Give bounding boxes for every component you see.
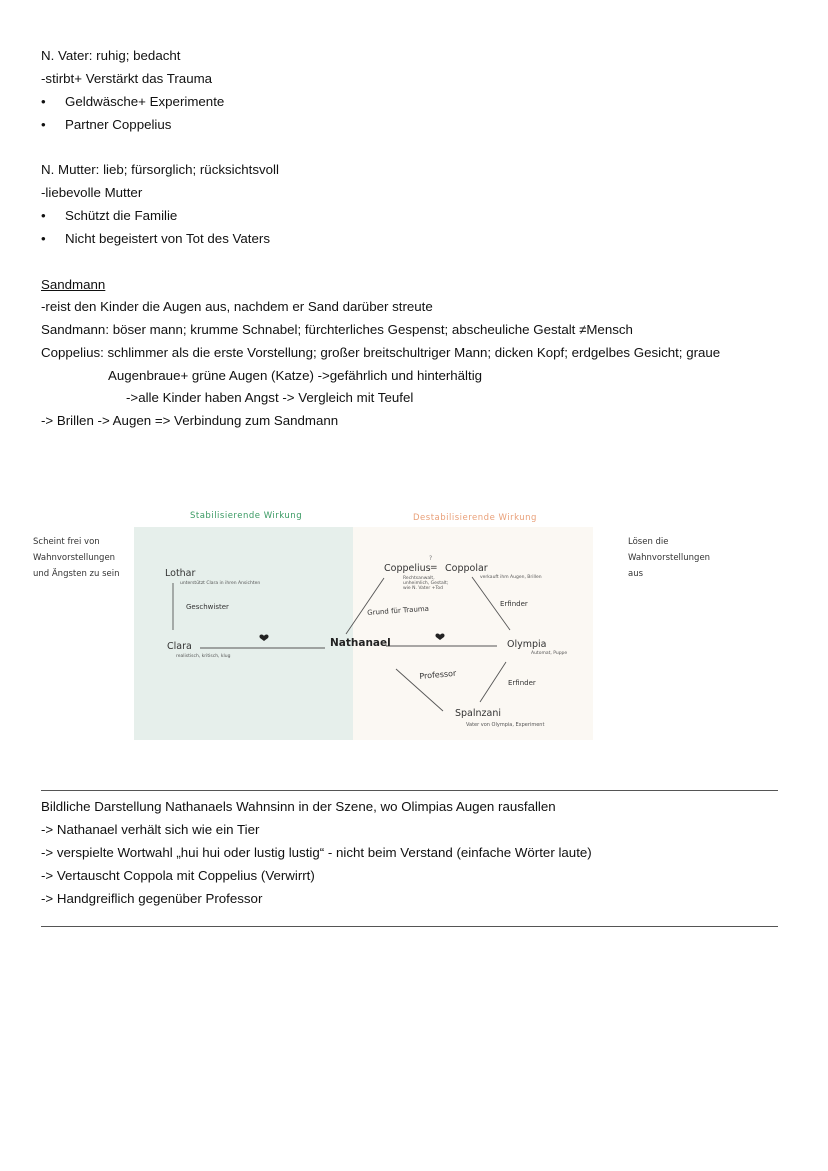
sandmann-line-5: ->alle Kinder haben Angst -> Vergleich mit Teufel <box>126 390 414 405</box>
divider <box>41 926 778 927</box>
wahnsinn-line-2: -> verspielte Wortwahl „hui hui oder lustig lustig“ - nicht beim Verstand (einfache Wörter laute) <box>41 845 592 860</box>
edge-grund-fuer-trauma: Grund für Trauma <box>367 604 430 617</box>
node-lothar: Lothar <box>165 568 196 579</box>
heart-icon <box>435 634 444 640</box>
wahnsinn-heading: Bildliche Darstellung Nathanaels Wahnsinn in der Szene, wo Olimpias Augen rausfallen <box>41 799 556 814</box>
mutter-bullet-2: Nicht begeistert von Tot des Vaters <box>65 231 270 246</box>
coppolar-note: verkauft ihm Augen, Brillen <box>480 575 542 580</box>
sandmann-heading: Sandmann <box>41 277 106 292</box>
node-olympia: Olympia <box>507 639 547 650</box>
mutter-heading: N. Mutter: lieb; fürsorglich; rücksichtsvoll <box>41 162 279 177</box>
lothar-note: unterstützt Clara in ihren Ansichten <box>180 581 261 586</box>
node-clara: Clara <box>167 641 192 652</box>
node-nathanael: Nathanael <box>330 637 391 649</box>
wahnsinn-line-1: -> Nathanael verhält sich wie ein Tier <box>41 822 260 837</box>
node-coppelius: Coppelius <box>384 563 431 574</box>
wahnsinn-line-4: -> Handgreiflich gegenüber Professor <box>41 891 263 906</box>
bullet-icon: • <box>41 208 46 223</box>
mutter-bullet-1: Schützt die Familie <box>65 208 178 223</box>
bullet-icon: • <box>41 231 46 246</box>
olympia-note: Automat, Puppe <box>531 651 568 656</box>
sandmann-line-3: Coppelius: schlimmer als die erste Vorstellung; großer breitschultriger Mann; dicken Kopf; erdgelbes Gesicht; graue <box>41 345 721 360</box>
mutter-line: -liebevolle Mutter <box>41 185 143 200</box>
vater-line: -stirbt+ Verstärkt das Trauma <box>41 71 213 86</box>
edge-professor: Professor <box>419 668 457 681</box>
node-spalanzani: Spalnzani <box>455 708 502 719</box>
edge-erfinder-2: Erfinder <box>508 679 536 687</box>
stabilizing-header: Stabilisierende Wirkung <box>190 511 303 521</box>
edge-geschwister: Geschwister <box>186 603 229 611</box>
sandmann-line-1: -reist den Kinder die Augen aus, nachdem er Sand darüber streute <box>41 299 433 314</box>
sandmann-line-2: Sandmann: böser mann; krumme Schnabel; fürchterliches Gespenst; abscheuliche Gestalt ≠Mensch <box>41 322 633 337</box>
vater-bullet-1: Geldwäsche+ Experimente <box>65 94 225 109</box>
node-coppolar: Coppolar <box>445 563 488 574</box>
left-side-note: Scheint frei von Wahnvorstellungen und Ängsten zu sein <box>33 537 120 579</box>
vater-heading: N. Vater: ruhig; bedacht <box>41 48 181 63</box>
equals-sign: = <box>430 563 438 573</box>
edge-erfinder-1: Erfinder <box>500 600 528 608</box>
bullet-icon: • <box>41 117 46 132</box>
clara-note: realistisch, kritisch, klug <box>176 654 231 659</box>
spalanzani-olympia-line <box>480 662 506 702</box>
wahnsinn-line-3: -> Vertauscht Coppola mit Coppelius (Verwirrt) <box>41 868 315 883</box>
nathanael-coppelius-line <box>346 578 384 634</box>
coppelius-note: Rechtsanwalt, unheimlich, Gestalt; wie N. Vater +Tod <box>403 576 449 591</box>
sandmann-line-6: -> Brillen -> Augen => Verbindung zum Sandmann <box>41 413 339 428</box>
divider <box>41 790 778 791</box>
vater-bullet-2: Partner Coppelius <box>65 117 172 132</box>
spalanzani-note: Vater von Olympia, Experiment <box>466 722 545 728</box>
destabilizing-header: Destabilisierende Wirkung <box>413 513 537 523</box>
sandmann-line-4: Augenbraue+ grüne Augen (Katze) ->gefährlich und hinterhältig <box>108 368 483 383</box>
question-mark: ? <box>429 555 433 562</box>
right-side-note: Lösen die Wahnvorstellungen aus <box>628 537 711 579</box>
heart-icon <box>259 635 268 641</box>
bullet-icon: • <box>41 94 46 109</box>
